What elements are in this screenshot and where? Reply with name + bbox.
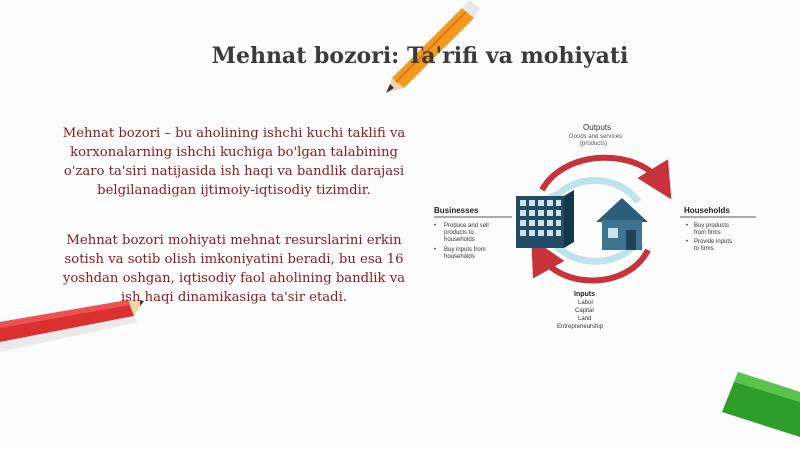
outputs-line-1: Goods and services (569, 134, 623, 140)
businesses-heading: Businesses (434, 206, 479, 215)
inputs-item: Entrepreneurship (557, 324, 604, 330)
outputs-heading: Outputs (583, 123, 612, 132)
outer-bottom-arrow (540, 250, 648, 281)
households-bullet-2b: to firms (694, 246, 714, 252)
svg-text:•: • (434, 223, 437, 229)
inputs-item: Capital (575, 308, 594, 314)
office-building-icon (516, 190, 574, 248)
inputs-heading: Inputs (574, 291, 595, 298)
businesses-bullet-1b: products to (444, 230, 474, 236)
green-marker-icon (722, 372, 800, 437)
businesses-bullet-2b: households (444, 254, 475, 260)
households-bullet-1a: Buy products (694, 223, 730, 229)
red-pencil-icon (0, 300, 144, 352)
svg-text:•: • (686, 223, 689, 229)
circular-flow-diagram (430, 118, 760, 338)
definition-paragraph: Mehnat bozori – bu aholining ishchi kuchi taklifi va korxonalarning ishchi kuchiga bo'lgan talabining o'zaro ta'siri natijasida ish haqi va bandlik darajasi belgilanadigan ijtimoiy-iqtisodiy tizimdir. (62, 126, 406, 198)
households-bullet-1b: from firms (694, 230, 721, 236)
businesses-bullet-2a: Buy inputs from (444, 247, 486, 253)
svg-text:•: • (686, 239, 689, 245)
businesses-bullet-1c: households (444, 237, 475, 243)
outputs-line-2: (products) (580, 141, 608, 147)
house-icon (596, 198, 648, 250)
households-heading: Households (684, 206, 730, 215)
inputs-item: Land (578, 316, 592, 322)
outer-top-arrow (542, 158, 662, 190)
slide-title: Mehnat bozori: Ta'rifi va mohiyati (211, 42, 629, 69)
households-bullet-2a: Provide inputs (694, 239, 733, 245)
essence-paragraph: Mehnat bozori mohiyati mehnat resurslarini erkin sotish va sotib olish imkoniyatini beradi, bu esa 16 yoshdan oshgan, iqtisodiy faol aholining bandlik va ish haqi dinamikasiga ta'sir etadi. (62, 233, 406, 305)
inputs-item: Labor (578, 300, 594, 306)
businesses-bullet-1a: Produce and sell (444, 223, 489, 229)
svg-text:•: • (434, 247, 437, 253)
